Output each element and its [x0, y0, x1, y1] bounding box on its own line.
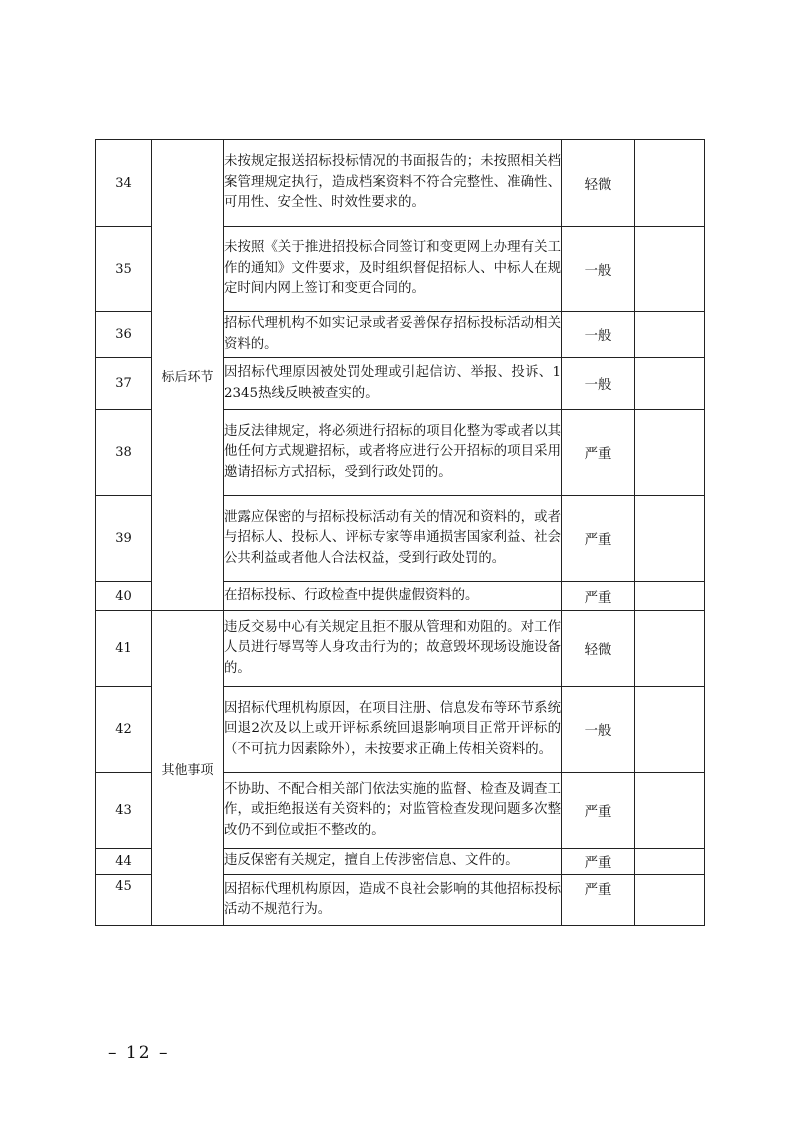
- row-number: 42: [96, 687, 152, 773]
- severity-level: 严重: [562, 849, 635, 875]
- severity-level: 严重: [562, 582, 635, 611]
- remarks-cell: [635, 312, 705, 358]
- category-post-bid: 标后环节: [152, 140, 224, 611]
- row-number: 34: [96, 140, 152, 227]
- row-description: 违反法律规定，将必须进行招标的项目化整为零或者以其他任何方式规避招标，或者将应进行公开招标的项目采用邀请招标方式招标，受到行政处罚的。: [224, 410, 562, 496]
- remarks-cell: [635, 496, 705, 582]
- table-row: [96, 611, 705, 687]
- remarks-cell: [635, 773, 705, 849]
- row-number: 39: [96, 496, 152, 582]
- remarks-cell: [635, 582, 705, 611]
- row-description: 在招标投标、行政检查中提供虚假资料的。: [224, 582, 562, 611]
- row-number: 45: [96, 875, 152, 926]
- row-number: 38: [96, 410, 152, 496]
- row-number: 35: [96, 227, 152, 312]
- remarks-cell: [635, 410, 705, 496]
- severity-level: 严重: [562, 410, 635, 496]
- violation-table: [95, 139, 705, 926]
- row-description: 违反交易中心有关规定且拒不服从管理和劝阻的。对工作人员进行辱骂等人身攻击行为的；故意毁坏现场设施设备的。: [224, 611, 562, 687]
- row-description: 违反保密有关规定，擅自上传涉密信息、文件的。: [224, 849, 562, 875]
- row-number: 36: [96, 312, 152, 358]
- row-number: 37: [96, 358, 152, 410]
- remarks-cell: [635, 849, 705, 875]
- row-description: 未按规定报送招标投标情况的书面报告的；未按照相关档案管理规定执行，造成档案资料不符合完整性、准确性、可用性、安全性、时效性要求的。: [224, 140, 562, 227]
- row-description: 泄露应保密的与招标投标活动有关的情况和资料的，或者与招标人、投标人、评标专家等串通损害国家利益、社会公共利益或者他人合法权益，受到行政处罚的。: [224, 496, 562, 582]
- severity-level: 严重: [562, 496, 635, 582]
- severity-level: 严重: [562, 875, 635, 926]
- severity-level: 一般: [562, 358, 635, 410]
- remarks-cell: [635, 227, 705, 312]
- severity-level: 一般: [562, 312, 635, 358]
- row-description: 未按照《关于推进招投标合同签订和变更网上办理有关工作的通知》文件要求，及时组织督促招标人、中标人在规定时间内网上签订和变更合同的。: [224, 227, 562, 312]
- remarks-cell: [635, 140, 705, 227]
- row-number: 44: [96, 849, 152, 875]
- row-number: 41: [96, 611, 152, 687]
- remarks-cell: [635, 687, 705, 773]
- remarks-cell: [635, 358, 705, 410]
- severity-level: 一般: [562, 687, 635, 773]
- remarks-cell: [635, 875, 705, 926]
- row-description: 因招标代理机构原因，造成不良社会影响的其他招标投标活动不规范行为。: [224, 875, 562, 926]
- remarks-cell: [635, 611, 705, 687]
- category-other: 其他事项: [152, 611, 224, 926]
- row-description: 因招标代理原因被处罚处理或引起信访、举报、投诉、12345热线反映被查实的。: [224, 358, 562, 410]
- page-number: – 12 –: [108, 1043, 170, 1063]
- table-row: [96, 140, 705, 227]
- severity-level: 轻微: [562, 611, 635, 687]
- row-description: 招标代理机构不如实记录或者妥善保存招标投标活动相关资料的。: [224, 312, 562, 358]
- severity-level: 一般: [562, 227, 635, 312]
- row-number: 43: [96, 773, 152, 849]
- row-description: 不协助、不配合相关部门依法实施的监督、检查及调查工作，或拒绝报送有关资料的；对监管检查发现问题多次整改仍不到位或拒不整改的。: [224, 773, 562, 849]
- severity-level: 严重: [562, 773, 635, 849]
- severity-level: 轻微: [562, 140, 635, 227]
- row-description: 因招标代理机构原因，在项目注册、信息发布等环节系统回退2次及以上或开评标系统回退影响项目正常开评标的（不可抗力因素除外），未按要求正确上传相关资料的。: [224, 687, 562, 773]
- row-number: 40: [96, 582, 152, 611]
